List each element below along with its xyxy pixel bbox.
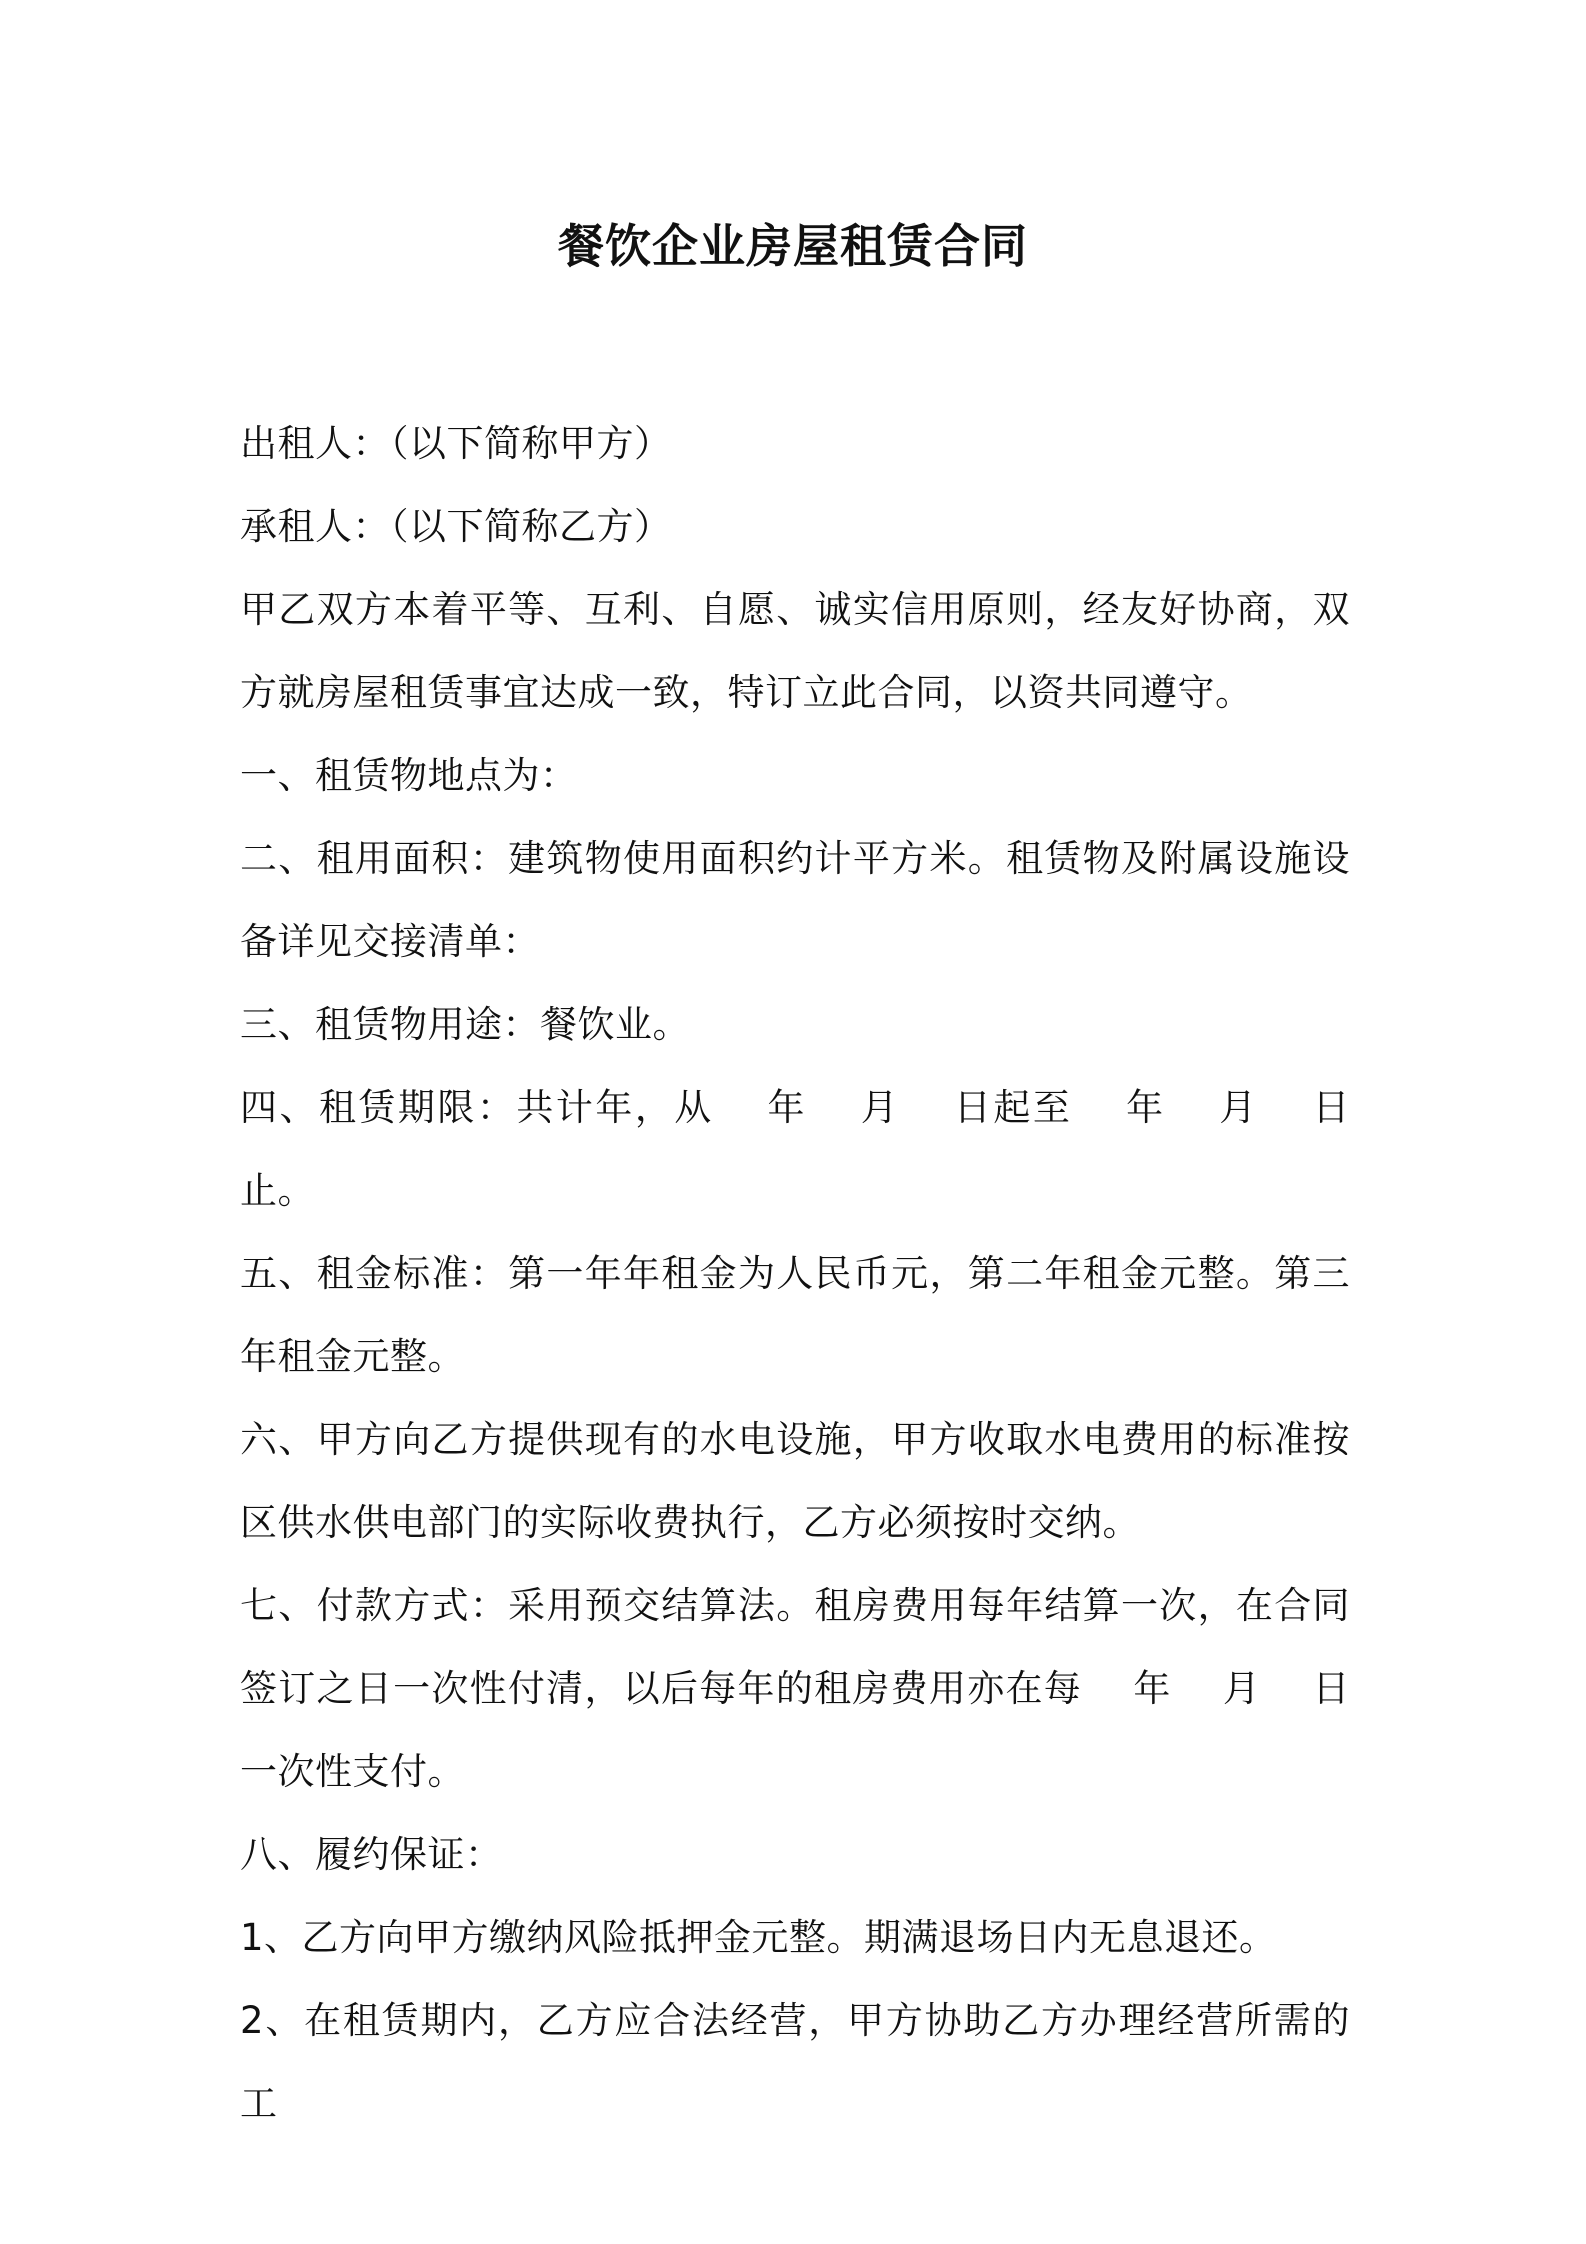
document-body bbox=[240, 402, 1350, 2145]
paragraph-clause-7-payment: 七、付款方式：采用预交结算法。租房费用每年结算一次，在合同签订之日一次性付清，以后每年的租房费用亦在每 年 月 日一次性支付。 bbox=[240, 1584, 1350, 1793]
paragraph-clause-2-area: 二、租用面积：建筑物使用面积约计平方米。租赁物及附属设施设备详见交接清单： bbox=[240, 837, 1350, 963]
paragraph-clause-1-location: 一、租赁物地点为： bbox=[240, 754, 578, 797]
paragraph-clause-3-purpose: 三、租赁物用途：餐饮业。 bbox=[240, 1003, 690, 1046]
paragraph-clause-5-rent: 五、租金标准：第一年年租金为人民币元，第二年租金元整。第三年租金元整。 bbox=[240, 1252, 1350, 1378]
paragraph-preamble: 甲乙双方本着平等、互利、自愿、诚实信用原则，经友好协商，双方就房屋租赁事宜达成一致，特订立此合同，以资共同遵守。 bbox=[240, 588, 1350, 714]
paragraph-lessee: 承租人：（以下简称乙方） bbox=[240, 505, 672, 548]
document-title: 餐饮企业房屋租赁合同 bbox=[558, 219, 1028, 273]
paragraph-clause-8-guarantee: 八、履约保证： bbox=[240, 1833, 503, 1876]
paragraph-clause-6-utilities: 六、甲方向乙方提供现有的水电设施，甲方收取水电费用的标准按区供水供电部门的实际收费执行，乙方必须按时交纳。 bbox=[240, 1418, 1350, 1544]
paragraph-guarantee-item-1: 1、乙方向甲方缴纳风险抵押金元整。期满退场日内无息退还。 bbox=[240, 1916, 1277, 1959]
paragraph-clause-4-term: 四、租赁期限：共计年，从 年 月 日起至 年 月 日止。 bbox=[240, 1086, 1350, 1212]
paragraph-guarantee-item-2: 2、在租赁期内，乙方应合法经营，甲方协助乙方办理经营所需的工 bbox=[240, 1999, 1350, 2125]
paragraph-lessor: 出租人：（以下简称甲方） bbox=[240, 422, 672, 465]
